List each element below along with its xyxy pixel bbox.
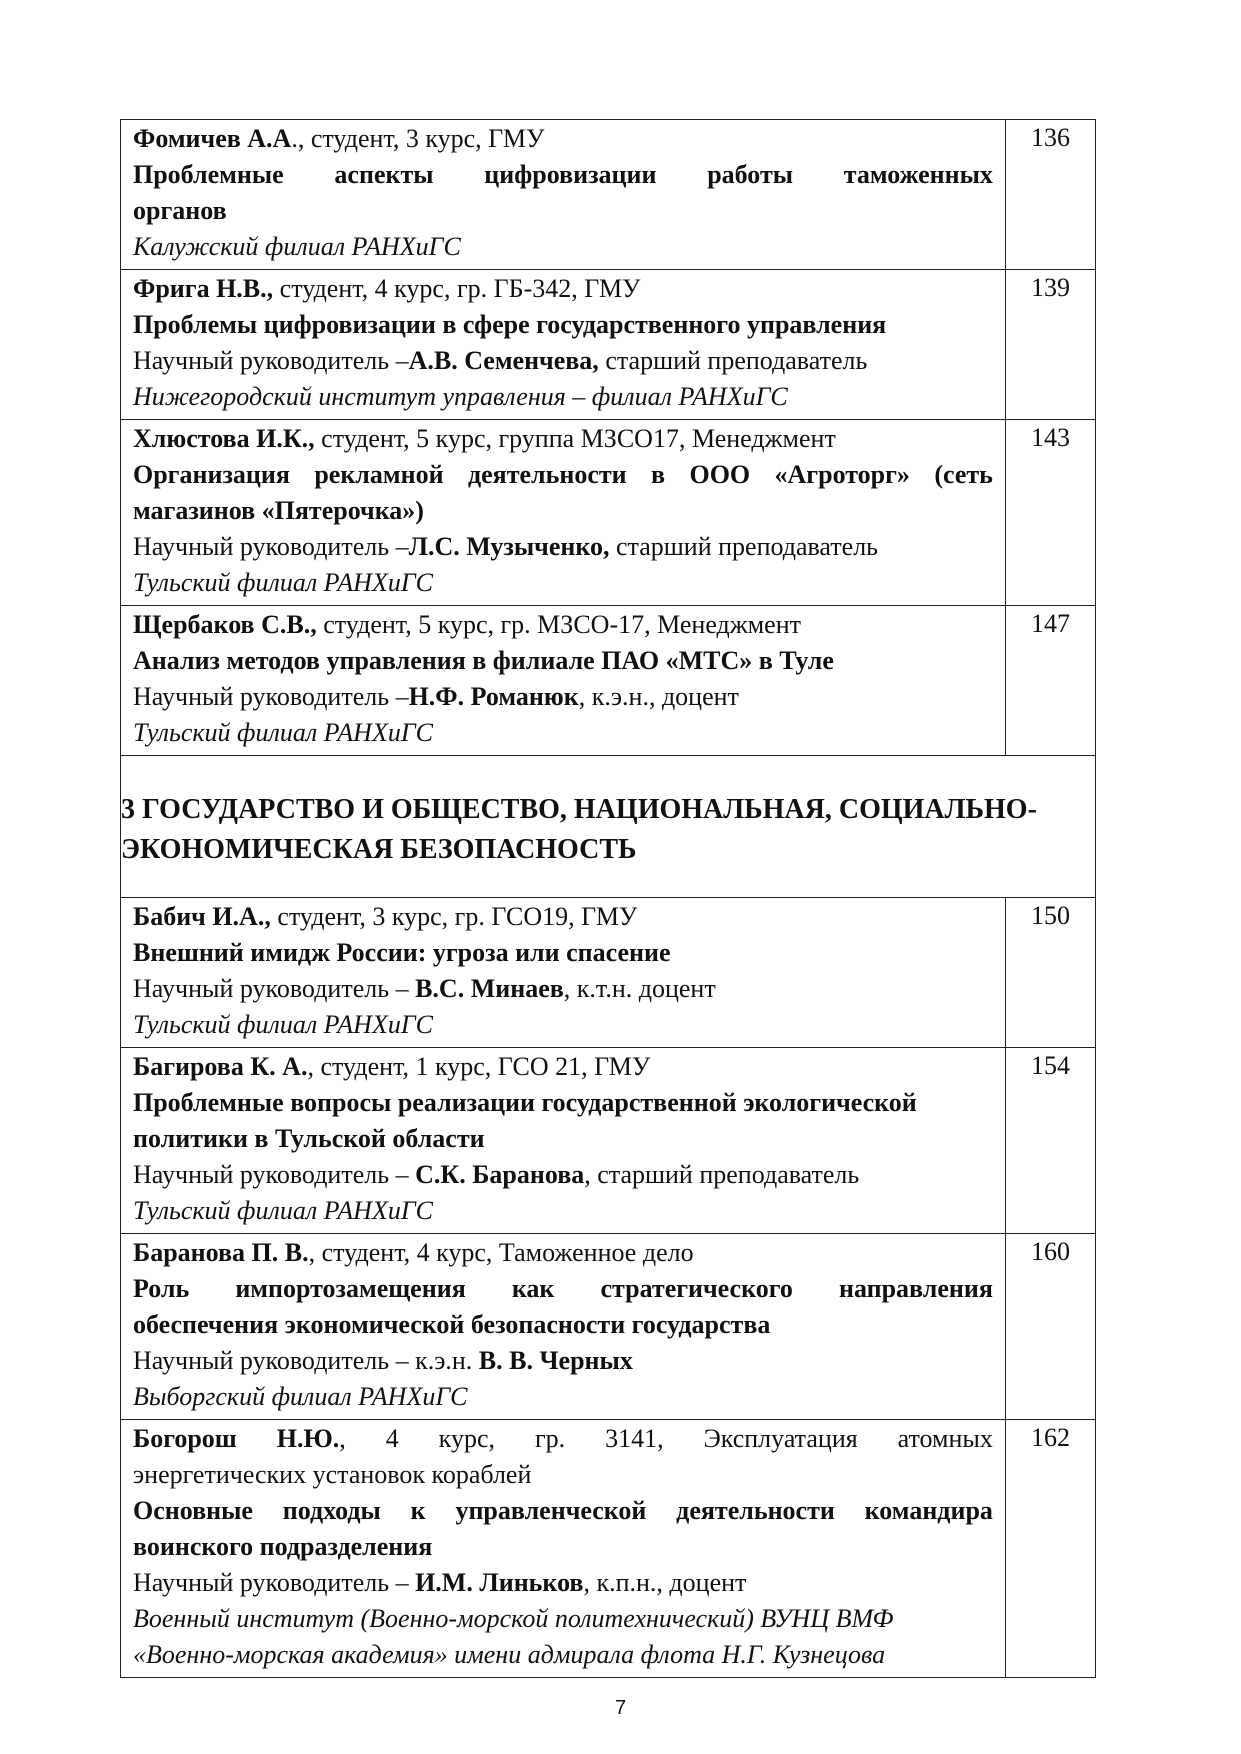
table-row [121,898,1096,1048]
author-name: Фрига Н.В., [133,274,274,303]
author-name: Багирова К. А. [133,1052,308,1081]
advisor-line [133,971,993,1007]
entry-title: воинского подразделения [133,1532,433,1561]
author-info: ., студент, 3 курс, ГМУ [291,124,545,153]
entry-title: Внешний имидж России: угроза или спасение [133,938,671,967]
organization: Тульский филиал РАНХиГС [133,718,433,747]
advisor-name: И.М. Линьков [415,1568,584,1597]
page-ref: 147 [1005,606,1095,756]
advisor-name: Л.С. Музыченко, [408,532,610,561]
advisor-name: С.К. Баранова [415,1160,585,1189]
entry-cell [121,1048,1006,1234]
advisor-line [133,1157,993,1193]
author-name: Хлюстова И.К., [133,424,315,453]
section-heading-line: ЭКОНОМИЧЕСКАЯ БЕЗОПАСНОСТЬ [121,834,637,865]
organization: Тульский филиал РАНХиГС [133,1010,433,1039]
section-row [121,756,1096,898]
advisor-label: Научный руководитель – [133,1160,416,1189]
author-info: студент, 4 курс, гр. ГБ-342, ГМУ [273,274,641,303]
organization: Калужский филиал РАНХиГС [133,232,461,261]
advisor-line [133,679,993,715]
advisor-title: старший преподаватель [598,346,868,375]
author-name: Щербаков С.В., [133,610,317,639]
advisor-line [133,529,993,565]
author-line [133,1049,993,1085]
page-ref: 162 [1005,1420,1095,1678]
advisor-line [133,343,993,379]
organization: Тульский филиал РАНХиГС [133,1196,433,1225]
advisor-name: Н.Ф. Романюк [408,682,579,711]
contents-table [120,119,1096,1678]
author-line [133,1235,993,1271]
table-row [121,606,1096,756]
author-line [133,607,993,643]
table-row [121,420,1096,606]
table-row [121,1234,1096,1420]
author-name: Богорош Н.Ю. [133,1424,340,1453]
entry-title: органов [133,196,227,225]
advisor-line [133,1565,993,1601]
advisor-title: , к.п.н., доцент [583,1568,747,1597]
advisor-title: , к.т.н. доцент [563,974,716,1003]
entry-title: Организация рекламной деятельности в ООО «Агроторг» (сеть [133,460,993,489]
author-line [133,121,993,157]
advisor-title: , старший преподаватель [584,1160,860,1189]
entry-title: Основные подходы к управленческой деятельности командира [133,1496,993,1525]
entry-title: Проблемные вопросы реализации государственной экологической [133,1088,917,1117]
author-line [133,1421,993,1457]
organization: Тульский филиал РАНХиГС [133,568,433,597]
section-heading-line: 3 ГОСУДАРСТВО И ОБЩЕСТВО, НАЦИОНАЛЬНАЯ, СОЦИАЛЬНО- [121,794,1037,825]
entry-cell [121,898,1006,1048]
advisor-label: Научный руководитель – [133,346,409,375]
table-row [121,270,1096,420]
advisor-name: А.В. Семенчева, [408,346,599,375]
advisor-name: В.С. Минаев [415,974,564,1003]
author-info: студент, 3 курс, гр. ГСО19, ГМУ [270,902,638,931]
author-name: Баранова П. В. [133,1238,309,1267]
page-ref: 154 [1005,1048,1095,1234]
author-line [133,899,993,935]
entry-cell [121,420,1006,606]
page-ref: 139 [1005,270,1095,420]
table-row [121,1048,1096,1234]
advisor-title: , к.э.н., доцент [578,682,739,711]
page-ref: 136 [1005,120,1095,270]
advisor-label: Научный руководитель – к.э.н. [133,1346,479,1375]
advisor-label: Научный руководитель – [133,974,416,1003]
advisor-label: Научный руководитель – [133,1568,416,1597]
page-number: 7 [614,1697,627,1719]
advisor-title: старший преподаватель [609,532,879,561]
author-info-cont: энергетических установок кораблей [133,1460,532,1489]
section-heading [121,756,1095,870]
entry-title: Роль импортозамещения как стратегического направления [133,1274,993,1303]
organization: Выборгский филиал РАНХиГС [133,1382,468,1411]
entry-cell [121,606,1006,756]
entry-title: обеспечения экономической безопасности государства [133,1310,771,1339]
author-line [133,271,993,307]
page-ref: 150 [1005,898,1095,1048]
page-ref: 160 [1005,1234,1095,1420]
author-line [133,421,993,457]
entry-title: Проблемы цифровизации в сфере государственного управления [133,310,887,339]
page-ref: 143 [1005,420,1095,606]
entry-title: магазинов «Пятерочка») [133,496,424,525]
table-row [121,1420,1096,1678]
entry-title: Анализ методов управления в филиале ПАО «МТС» в Туле [133,646,834,675]
author-info: студент, 5 курс, группа МЗСО17, Менеджмент [314,424,836,453]
author-info: , 4 курс, гр. 3141, Эксплуатация атомных [339,1424,993,1453]
author-name: Фомичев А.А [133,124,292,153]
entry-cell [121,120,1006,270]
entry-title: Проблемные аспекты цифровизации работы таможенных [133,160,993,189]
entry-title: политики в Тульской области [133,1124,485,1153]
author-info: , студент, 4 курс, Таможенное дело [308,1238,694,1267]
advisor-label: Научный руководитель – [133,682,409,711]
section-cell [121,756,1096,898]
entry-cell [121,1234,1006,1420]
advisor-label: Научный руководитель – [133,532,409,561]
organization: Нижегородский институт управления – филиал РАНХиГС [133,382,788,411]
author-info: студент, 5 курс, гр. МЗСО-17, Менеджмент [316,610,801,639]
author-name: Бабич И.А., [133,902,271,931]
advisor-name: В. В. Черных [478,1346,633,1375]
author-info: , студент, 1 курс, ГСО 21, ГМУ [307,1052,651,1081]
organization: Военный институт (Военно-морской политехнический) ВУНЦ ВМФ [133,1604,894,1633]
advisor-line [133,1343,993,1379]
organization: «Военно-морская академия» имени адмирала флота Н.Г. Кузнецова [133,1640,886,1669]
entry-cell [121,1420,1006,1678]
table-row [121,120,1096,270]
entry-cell [121,270,1006,420]
